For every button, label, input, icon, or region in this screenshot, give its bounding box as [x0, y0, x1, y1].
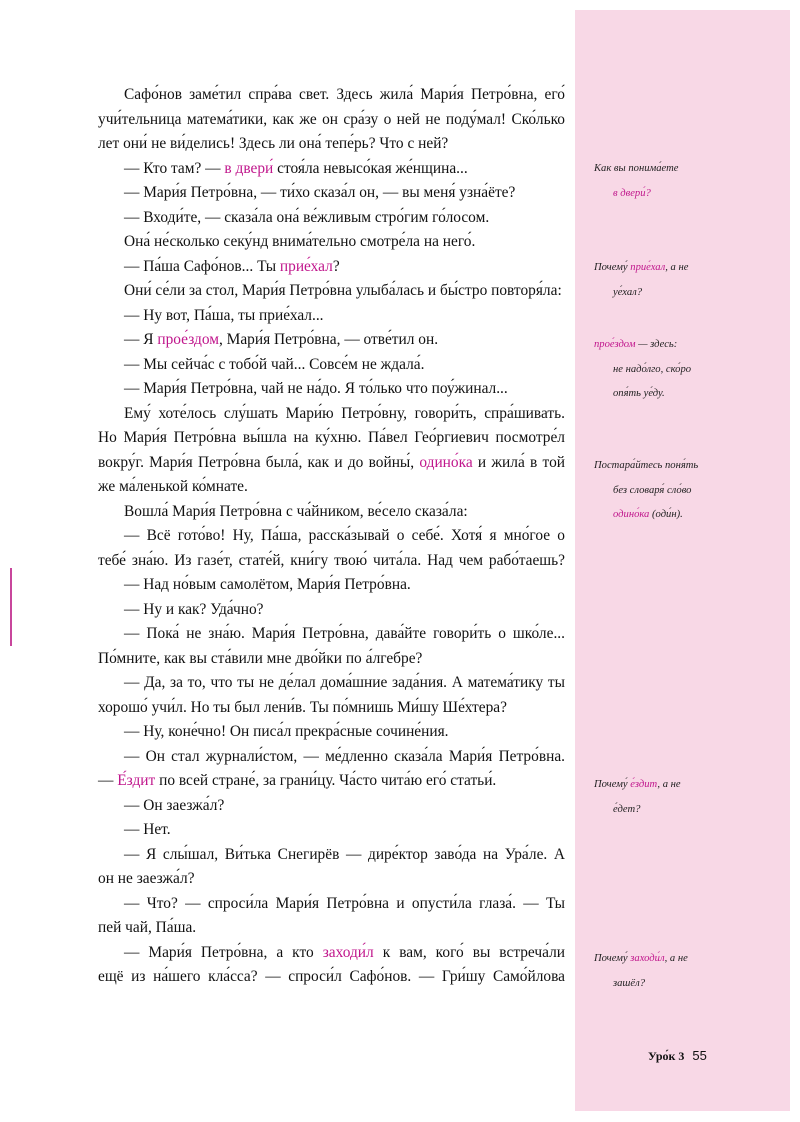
text-line: вокру́г. Мари́я Петро́вна была́, как и до войны́, одино́ка и жила́ в той: [98, 453, 565, 471]
text-line: же ма́ленькой ко́мнате.: [98, 478, 248, 495]
text-line: — Е́здит по всей стране́, за грани́цу. Ча́сто чита́ю его́ статьи́.: [98, 772, 497, 789]
highlighted-word: прое́здом: [157, 331, 219, 348]
lesson-label: Уро́к 3: [648, 1049, 685, 1063]
margin-note: Постара́йтесь поня́ть без словаря́ сло́во одино́ка (оди́н).: [594, 460, 699, 520]
highlighted-word: одино́ка: [419, 453, 473, 471]
highlighted-word: Е́здит: [117, 772, 156, 789]
text-line: — Мари́я Петро́вна, — ти́хо сказа́л он, — вы меня́ узна́ёте?: [124, 184, 516, 201]
text-line: — Нет.: [124, 821, 171, 838]
text-line: Ему́ хоте́лось слу́шать Мари́ю Петро́вну, говори́ть, спра́шивать.: [124, 404, 565, 422]
text-line: — Я прое́здом, Мари́я Петро́вна, — отве́тил он.: [124, 331, 439, 348]
text-line: ещё из на́шего кла́сса? — спроси́л Сафо́нов. — Гри́шу Само́йлова: [98, 968, 565, 985]
text-line: — Всё гото́во! Ну, Па́ша, расска́зывай о себе́. Хотя́ я мно́гое о: [124, 527, 565, 544]
text-line: — Да, за то, что ты не де́лал дома́шние зада́ния. А матема́тику ты: [124, 674, 565, 691]
text-line: По́мните, как вы ста́вили мне дво́йки по а́лгебре?: [98, 649, 423, 667]
margin-note: Почему́ заходи́л, а не зашёл?: [594, 953, 688, 989]
highlighted-word: прие́хал: [279, 257, 333, 275]
highlighted-word: в двери́: [224, 159, 274, 177]
text-line: Но Мари́я Петро́вна вы́шла на ку́хню. Па́вел Гео́ргиевич посмотре́л: [98, 429, 565, 446]
text-line: — Ну и как? Уда́чно?: [124, 600, 264, 618]
text-line: Она́ не́сколько секу́нд внима́тельно смотре́ла на него́.: [124, 233, 476, 250]
text-line: — Что? — спроси́ла Мари́я Петро́вна и опусти́ла глаза́. — Ты: [124, 894, 565, 912]
text-line: он не заезжа́л?: [98, 870, 195, 887]
text-line: — Па́ша Сафо́нов... Ты прие́хал?: [124, 257, 340, 275]
text-line: пей чай, Па́ша.: [98, 919, 197, 936]
text-line: — Входи́те, — сказа́ла она́ ве́жливым стро́гим го́лосом.: [124, 208, 490, 226]
text-line: Они́ се́ли за стол, Мари́я Петро́вна улыба́лась и бы́стро повторя́ла:: [124, 282, 562, 299]
text-line: хорошо́ учи́л. Но ты был лени́в. Ты по́мнишь Ми́шу Ше́хтера?: [98, 698, 507, 716]
page-number: 55: [692, 1048, 707, 1063]
text-line: — Над но́вым самолётом, Мари́я Петро́вна.: [124, 576, 411, 593]
text-line: тебе́ зна́ю. Из газе́т, стате́й, кни́гу твою́ чита́ла. Над чем рабо́таешь?: [98, 551, 565, 569]
text-line: — Мари́я Петро́вна, чай не на́до. Я то́лько что поу́жинал...: [124, 380, 508, 397]
text-line: — Я слы́шал, Ви́тька Снегирёв — дире́ктор заво́да на Ура́ле. А: [124, 845, 565, 863]
text-line: — Он заезжа́л?: [124, 796, 225, 814]
margin-note: прое́здом — здесь: не надо́лго, ско́ро опя́ть уе́ду.: [594, 339, 692, 399]
text-line: — Ну, коне́чно! Он писа́л прекра́сные сочине́ния.: [124, 723, 449, 740]
text-line: — Кто там? — в двери́ стоя́ла невысо́кая же́нщина...: [124, 159, 468, 177]
text-line: — Он стал журнали́стом, — ме́дленно сказа́ла Мари́я Петро́вна.: [124, 747, 565, 765]
margin-note: Почему́ е́здит, а не е́дет?: [594, 779, 681, 815]
text-line: — Мы сейча́с с тобо́й чай... Совсе́м не ждала́.: [124, 355, 425, 373]
text-line: — Мари́я Петро́вна, а кто заходи́л к вам, кого́ вы встреча́ли: [124, 943, 565, 961]
text-line: — Ну вот, Па́ша, ты прие́хал...: [124, 306, 324, 324]
text-line: учи́тельница матема́тики, как же он сра́зу о ней не поду́мал! Ско́лько: [98, 110, 565, 128]
page-edge-marker: [10, 568, 12, 646]
margin-note: Как вы понима́ете в двери́?: [594, 163, 679, 199]
page-footer: [648, 1048, 707, 1064]
text-line: — Пока́ не зна́ю. Мари́я Петро́вна, дава́йте говори́ть о шко́ле...: [124, 625, 565, 642]
highlighted-word: заходи́л: [322, 943, 374, 961]
margin-note: Почему́ прие́хал, а не уе́хал?: [594, 262, 689, 298]
story-text: [98, 83, 565, 990]
text-line: Вошла́ Мари́я Петро́вна с ча́йником, ве́село сказа́ла:: [124, 502, 468, 520]
text-line: Сафо́нов заме́тил спра́ва свет. Здесь жила́ Мари́я Петро́вна, его́: [124, 86, 565, 103]
text-line: лет они́ не ви́делись! Здесь ли она́ тепе́рь? Что с ней?: [98, 135, 449, 152]
